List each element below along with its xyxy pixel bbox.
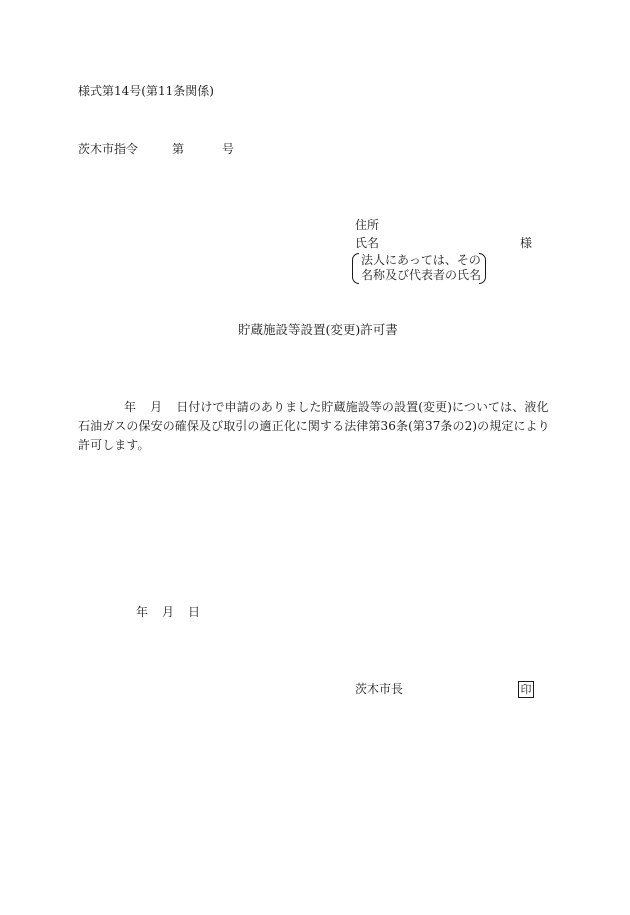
body-text: 日付けで申請のありました貯蔵施設等の設置(変更)については、液化石油ガスの保安の確保及び取引の適正化に関する法律第36条(第37条の2)の規定により許可します。 <box>78 400 550 452</box>
directive-dai: 第 <box>172 142 185 156</box>
date-day: 日 <box>188 605 201 619</box>
directive-number-line <box>78 142 234 157</box>
date-year: 年 <box>136 605 149 619</box>
body-month: 月 <box>150 400 163 414</box>
issuer-title: 茨木市長 <box>355 682 404 696</box>
address-label: 住所 <box>355 218 380 232</box>
name-row <box>355 236 535 251</box>
issuer-line <box>355 682 535 697</box>
corporate-note <box>352 253 486 284</box>
directive-go: 号 <box>222 142 235 156</box>
document-title: 貯蔵施設等設置(変更)許可書 <box>238 322 398 337</box>
honorific: 様 <box>520 236 533 250</box>
corporate-note-line-1: 法人にあっては、その <box>361 253 481 267</box>
left-bracket <box>352 253 359 284</box>
corporate-note-line-2: 名称及び代表者の氏名 <box>361 268 482 282</box>
directive-prefix: 茨木市指令 <box>78 142 139 156</box>
seal-mark: 印 <box>518 681 534 698</box>
body-paragraph <box>78 398 552 455</box>
body-year: 年 <box>124 400 137 414</box>
right-bracket <box>479 253 486 284</box>
date-month: 月 <box>162 605 175 619</box>
name-label: 氏名 <box>355 236 380 250</box>
form-number: 様式第14号(第11条関係) <box>78 84 214 98</box>
issue-date <box>136 605 200 620</box>
